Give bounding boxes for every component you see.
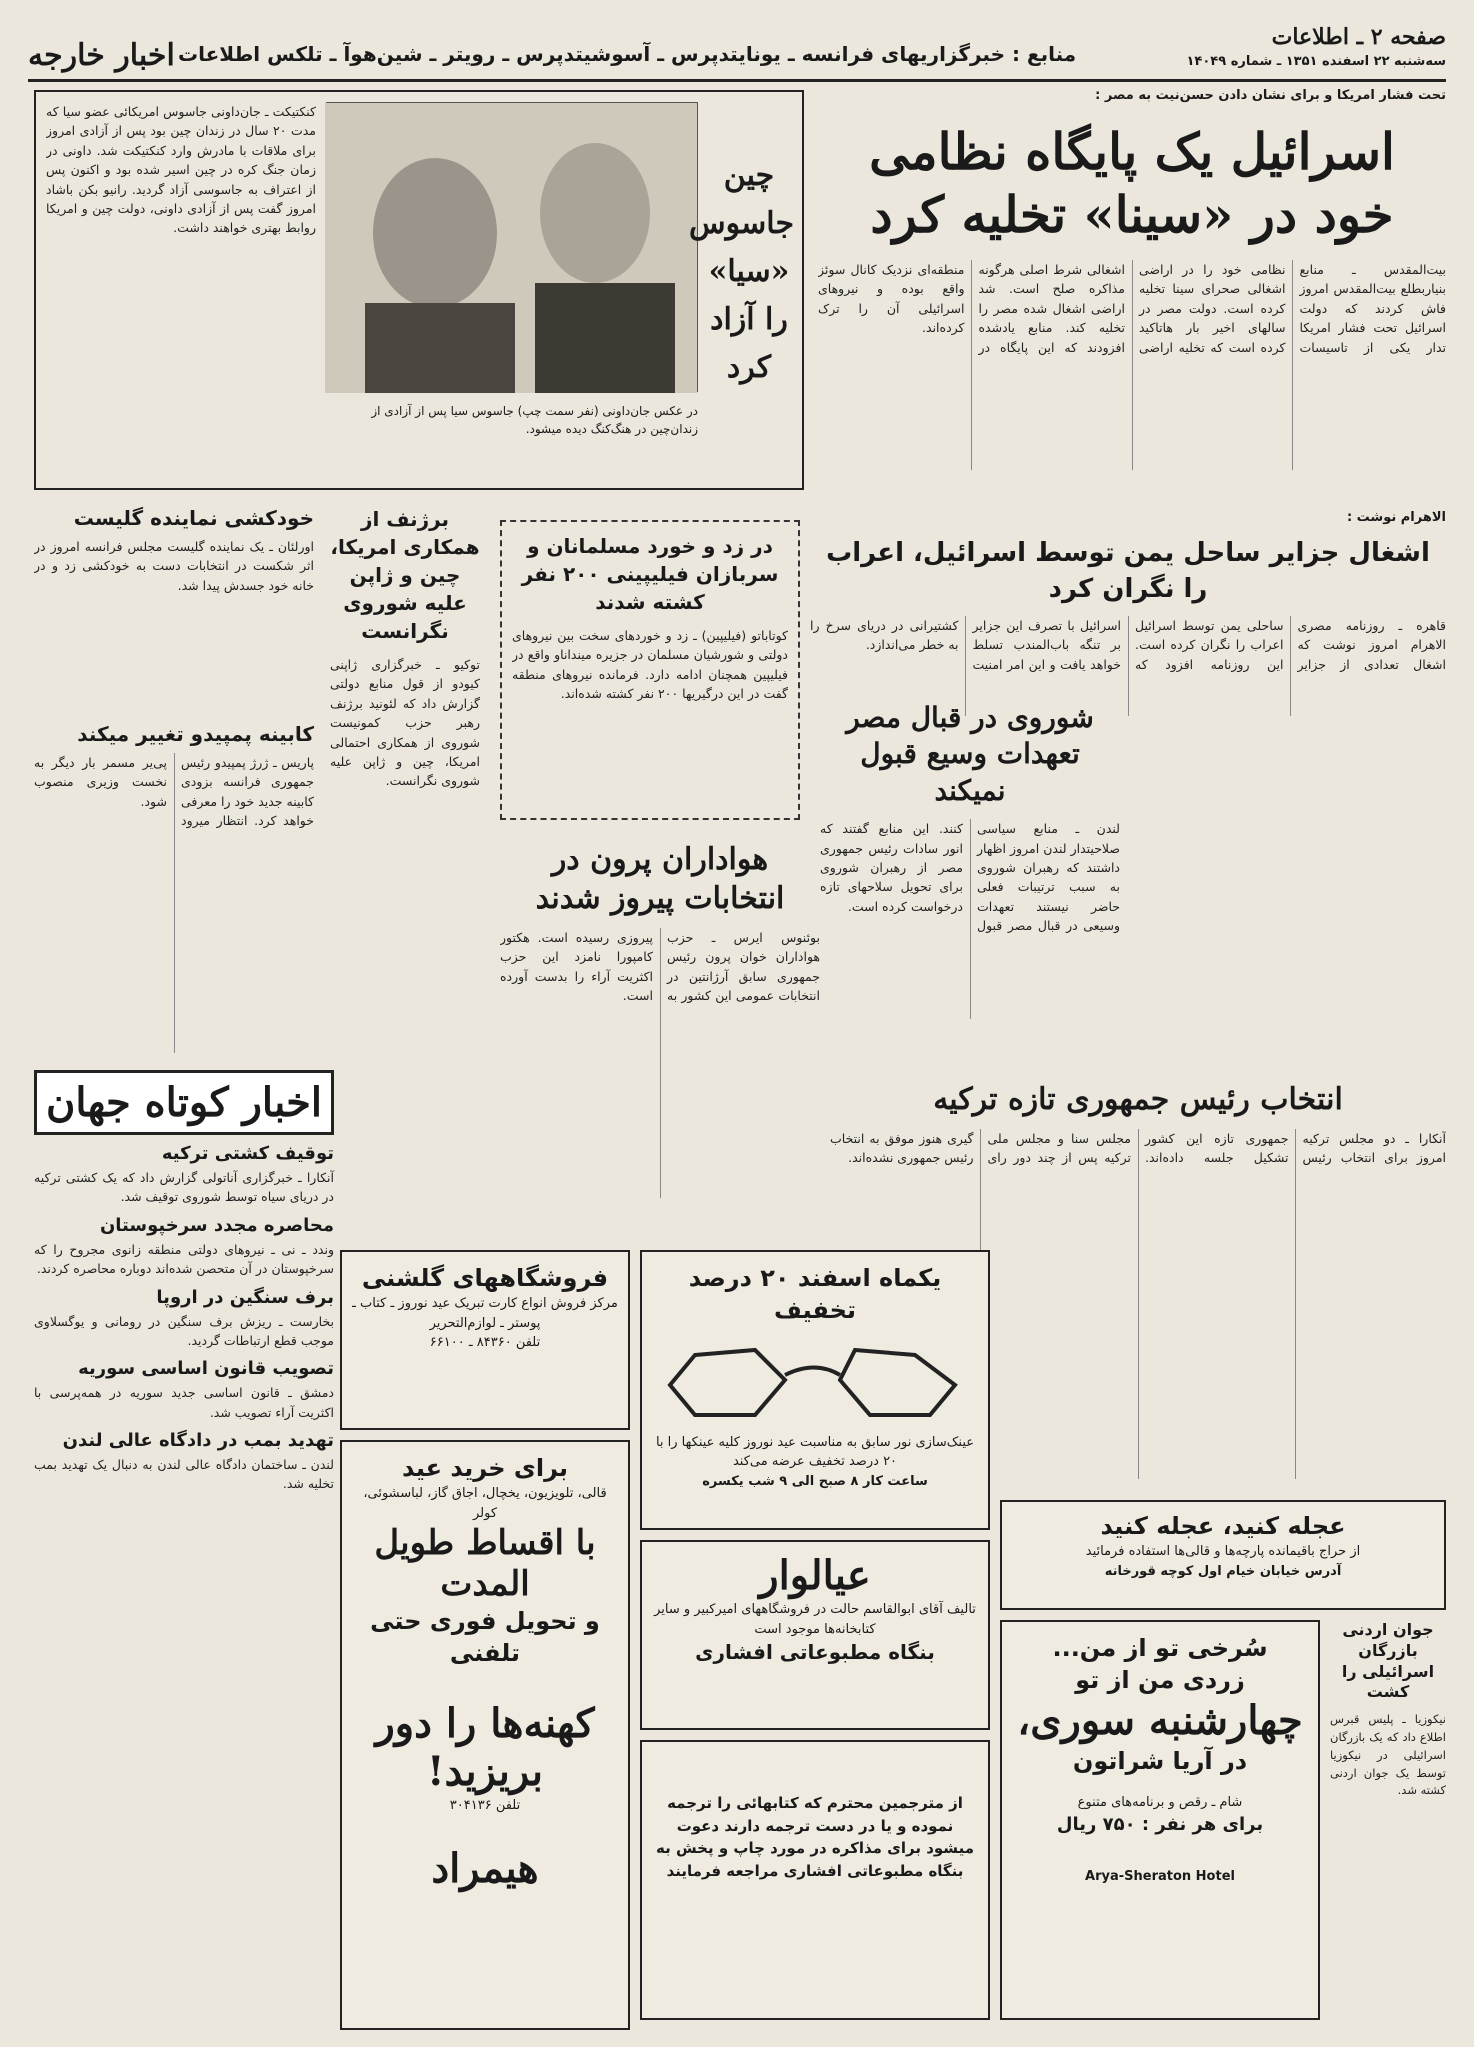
photo-caption: در عکس جان‌داونی (نفر سمت چپ) جاسوس سیا پس از آزادی از زندان‌چین در هنگ‌کنگ دیده میشود. xyxy=(371,404,698,436)
ad-glasses-title: یکماه اسفند ۲۰ درصد تخفیف xyxy=(688,1264,942,1325)
news-photo xyxy=(326,102,698,392)
ad-arya-sheraton xyxy=(1000,1620,1320,2020)
ad-arya-line1: سُرخی تو از من... xyxy=(1052,1634,1268,1662)
ad-golshani-phone: تلفن ۸۴۳۶۰ ـ ۶۶۱۰۰ xyxy=(429,1335,541,1351)
brezhnev-headline: برژنف از همکاری امریکا، چین و ژاپن علیه شوروی نگرانست xyxy=(330,507,480,643)
jordan-story xyxy=(1330,1620,1446,2020)
philippines-body: کوتاباتو (فیلیپین) ـ زد و خوردهای سخت بین نیروهای دولتی و شورشیان مسلمان در جزیره مینداناو واقع در فیلیپین همچنان ادامه دارد. فرمانده نیروهای منطقه گفت در این درگیریها ۲۰۰ نفر کشته شده‌اند. xyxy=(512,628,788,702)
world-item-headline: برف سنگین در اروپا xyxy=(156,1286,334,1308)
ad-arya-line2: زردی من از تو xyxy=(1075,1666,1245,1695)
ad-installment xyxy=(340,1440,630,2030)
pompidou-body: پاریس ـ ژرژ پمپیدو رئیس جمهوری فرانسه بزودی کابینه جدید خود را معرفی خواهد کرد. انتظار میرود پی‌یر مسمر بار دیگر به نخست وزیری منصوب شود. xyxy=(34,755,314,829)
ad-installment-line5: کهنه‌ها را دور بریزید! xyxy=(375,1699,595,1795)
world-item-body: دمشق ـ قانون اساسی جدید سوریه در همه‌پرسی با اکثریت آراء تصویب شد. xyxy=(34,1385,334,1420)
ad-translators xyxy=(640,1740,990,2020)
peron-story xyxy=(500,840,820,1240)
photo-story-headline: چین جاسوس «سیا» را آزاد کرد xyxy=(689,158,794,385)
philippines-headline: در زد و خورد مسلمانان و سربازان فیلیپینی ۲۰۰ نفر کشته شدند xyxy=(521,534,779,614)
glasses-icon xyxy=(655,1335,975,1425)
ad-arya-brand: Arya-Sheraton Hotel xyxy=(1085,1868,1235,1884)
ad-translators-body: از مترجمین محترم که کتابهائی را ترجمه نموده و یا در دست ترجمه دارند دعوت میشود برای مذاکره در مورد چاپ و پخش به بنگاه مطبوعاتی افشاری مراجعه فرمایند xyxy=(656,1794,974,1880)
world-item-headline: توقیف کشتی ترکیه xyxy=(161,1143,334,1164)
world-item-body: وندد ـ نی ـ نیروهای دولتی منطقه زانوی مجروح را که سرخپوستان در آن متحصن شده‌اند دوباره محاصره کردند. xyxy=(34,1241,334,1277)
lead-kicker: تحت فشار امریکا و برای نشان دادن حسن‌نیت به مصر : xyxy=(1095,88,1446,103)
turkey-body: آنکارا ـ دو مجلس ترکیه امروز برای انتخاب رئیس جمهوری تازه این کشور تشکیل جلسه داده‌اند. مجلس سنا و مجلس ملی ترکیه پس از چند دور رای گیری هنوز موفق به انتخاب رئیس جمهوری نشده‌اند. xyxy=(830,1131,1446,1166)
ad-glasses-body: عینک‌سازی نور سابق به مناسبت عید نوروز کلیه عینکها را با ۲۰ درصد تخفیف عرضه می‌کند xyxy=(655,1434,975,1470)
ad-installment-line3: با اقساط طویل المدت xyxy=(374,1523,596,1605)
gilliat-headline: خودکشی نماینده گلیست xyxy=(73,506,314,530)
world-item-body: آنکارا ـ خبرگزاری آناتولی گزارش داد که یک کشتی ترکیه در دریای سیاه توسط شوروی توقیف شد. xyxy=(34,1170,334,1205)
jordan-headline: جوان اردنی بازرگان اسرائیلی را کشت xyxy=(1341,1620,1435,1702)
yemen-body: قاهره ـ روزنامه مصری الاهرام امروز نوشت که اشغال تعدادی از جزایر ساحلی یمن توسط اسرائیل اعراب را نگران کرده است. این روزنامه افزود که اسرائیل با تصرف این جزایر بر تنگه باب‌المندب تسلط خواهد یافت و این امر امنیت کشتیرانی در دریای سرخ را به خطر می‌اندازد. xyxy=(810,617,1446,672)
world-item-body: لندن ـ ساختمان دادگاه عالی لندن به دنبال یک تهدید بمب تخلیه شد. xyxy=(34,1457,334,1492)
ad-glasses-hours: ساعت کار ۸ صبح الی ۹ شب یکسره xyxy=(702,1473,928,1489)
ad-golshani-body: مرکز فروش انواع کارت تبریک عید نوروز ـ کتاب ـ پوستر ـ لوازم‌التحریر xyxy=(352,1296,618,1331)
ad-carpet xyxy=(1000,1500,1446,1610)
lead-body: بیت‌المقدس ـ منابع بنیاربطلع بیت‌المقدس امروز فاش کردند که دولت اسرائیل تحت فشار امریکا تدار یکی از تاسیسات نظامی خود را در اراضی اشغالی صحرای سینا تخلیه کرده است. دولت مصر در سالهای اخیر بار هاتاکید کرده است که تخلیه اراضی اشغالی شرط اصلی هرگونه مذاکره صلح است. شد اراضی اشغال شده مصر را تخلیه کند. منابع یادشده افزودند که این پایگاه در منطقه‌ای نزدیک کانال سوئز واقع بوده و نیروهای اسرائیلی آن را ترک کرده‌اند. xyxy=(818,262,1446,355)
ad-golshani xyxy=(340,1250,630,1430)
soviet-egypt-story xyxy=(820,700,1120,1030)
ad-installment-line4: و تحویل فوری حتی تلفنی xyxy=(370,1606,600,1668)
ad-arya-line5: شام ـ رقص و برنامه‌های متنوع xyxy=(1077,1795,1243,1811)
jordan-body: نیکوزیا ـ پلیس قبرس اطلاع داد که یک بازرگان اسرائیلی در نیکوزیا توسط یک جوان اردنی کشته شد. xyxy=(1330,1712,1446,1798)
ad-golshani-title: فروشگاههای گلشنی xyxy=(361,1264,609,1292)
world-item-headline: تصویب قانون اساسی سوریه xyxy=(78,1358,334,1380)
ad-glasses xyxy=(640,1250,990,1530)
world-news-title: اخبار کوتاه جهان xyxy=(34,1070,334,1135)
issue-date: سه‌شنبه ۲۲ اسفنده ۱۳۵۱ ـ شماره ۱۴۰۴۹ xyxy=(1186,54,1446,69)
ad-ayyar-body: تالیف آقای ابوالقاسم حالت در فروشگاههای امیرکبیر و سایر کتابخانه‌ها موجود است xyxy=(654,1602,976,1637)
page-header xyxy=(28,22,1446,82)
portrait-image xyxy=(325,103,697,393)
ad-carpet-body: از حراج باقیمانده پارچه‌ها و قالی‌ها استفاده فرمائید xyxy=(1085,1544,1361,1560)
photo-story-headline-wrap xyxy=(689,152,794,385)
ad-installment-brand: هیمراد xyxy=(431,1845,539,1893)
turkey-headline: انتخاب رئیس جمهوری تازه ترکیه xyxy=(933,1082,1343,1117)
ad-installment-phone: تلفن ۳۰۴۱۳۶ xyxy=(449,1797,521,1813)
ad-ayyar-publisher: بنگاه مطبوعاتی افشاری xyxy=(695,1640,935,1664)
ad-ayyar-title: عیالوار xyxy=(759,1552,871,1599)
ad-arya-price: برای هر نفر : ۷۵۰ ریال xyxy=(1056,1813,1264,1835)
ad-ayyar xyxy=(640,1540,990,1730)
left-column-stories xyxy=(34,505,314,1065)
yemen-headline: اشغال جزایر ساحل یمن توسط اسرائیل، اعراب را نگران کرد xyxy=(826,538,1430,605)
pompidou-headline: کابینه پمپیدو تغییر میکند xyxy=(77,722,314,746)
world-news-items xyxy=(34,1143,334,1494)
world-news-box xyxy=(34,1070,334,2025)
brezhnev-body: توکیو ـ خبرگزاری ژاپنی کیودو از قول منابع دولتی گزارش داد که لئونید برژنف رهبر حزب کمونیست شوروی از همکاری احتمالی امریکا، چین و ژاپن علیه شوروی نگرانست. xyxy=(330,657,480,789)
page-brand: صفحه ۲ ـ اطلاعات xyxy=(1271,24,1446,50)
peron-headline: هواداران پرون در انتخابات پیروز شدند xyxy=(535,842,785,916)
photo-story xyxy=(34,90,804,490)
world-item-headline: تهدید بمب در دادگاه عالی لندن xyxy=(62,1430,334,1451)
world-item-headline: محاصره مجدد سرخپوستان xyxy=(99,1214,334,1236)
ad-arya-line3: چهارشنبه سوری، xyxy=(1017,1696,1303,1744)
lead-headline-2: خود در «سینا» تخلیه کرد xyxy=(870,184,1394,244)
ad-installment-line1: برای خرید عید xyxy=(401,1454,569,1482)
peron-body: بوئنوس ایرس ـ حزب هواداران خوان پرون رئیس جمهوری سابق آرژانتین در انتخابات عمومی این کشور به پیروزی رسیده است. هکتور کامپورا نامزد این حزب اکثریت آراء را بدست آورده است. xyxy=(500,930,820,1004)
photo-story-body: کنکتیکت ـ جان‌داونی جاسوس امریکائی عضو سیا که مدت ۲۰ سال در زندان چین بود پس از آزادی امروز برای ملاقات با مادرش وارد کنکتیکت شد. داونی در زمان جنگ کره در چین اسیر شده بود و اکنون پس از اعتراف به جاسوسی آزاد گردید. رانیو بکن باشاد امروز گفت پس از آزادی داونی، دولت چین و امریکا روابط بهتری خواهند داشت. xyxy=(46,104,316,236)
ad-carpet-address: آدرس خیابان خیام اول کوچه قورخانه xyxy=(1104,1563,1342,1579)
ad-carpet-title: عجله کنید، عجله کنید xyxy=(1100,1512,1346,1540)
soviet-egypt-body: لندن ـ منابع سیاسی صلاحیتدار لندن امروز اظهار داشتند که رهبران شوروی به سبب ترتیبات فعلی حاضر نیستند تعهدات وسیعی در قبال مصر قبول کنند. این منابع گفتند که انور سادات رئیس جمهوری مصر از رهبران شوروی برای تحویل سلاحهای تازه درخواست کرده است. xyxy=(820,821,1120,934)
section-title: اخبار خارجه xyxy=(28,38,175,73)
yemen-story xyxy=(810,510,1446,680)
gilliat-body: اورلئان ـ یک نماینده گلیست مجلس فرانسه امروز در اثر شکست در انتخابات دست به خودکشی زد و در خانه خود جسدش پیدا شد. xyxy=(34,539,314,593)
philippines-story xyxy=(500,520,800,820)
lead-headline-1: اسرائیل یک پایگاه نظامی xyxy=(869,122,1395,181)
world-item-body: بخارست ـ ریزش برف سنگین در رومانی و یوگسلاوی موجب قطع ارتباطات گردید. xyxy=(34,1313,334,1348)
ad-installment-line2: قالی، تلویزیون، یخچال، اجاق گاز، لباسشوئی، کولر xyxy=(363,1486,607,1521)
ad-arya-line4: در آریا شراتون xyxy=(1072,1746,1248,1775)
yemen-kicker: الاهرام نوشت : xyxy=(1346,510,1446,525)
news-sources: منابع : خبرگزاریهای فرانسه ـ یونایتدپرس ـ آسوشیتدپرس ـ رویتر ـ شین‌هوآ ـ تلکس اطلاعات xyxy=(178,42,1077,66)
brezhnev-story xyxy=(330,505,480,1065)
soviet-egypt-headline: شوروی در قبال مصر تعهدات وسیع قبول نمیکند xyxy=(846,701,1094,807)
lead-story xyxy=(818,88,1446,508)
